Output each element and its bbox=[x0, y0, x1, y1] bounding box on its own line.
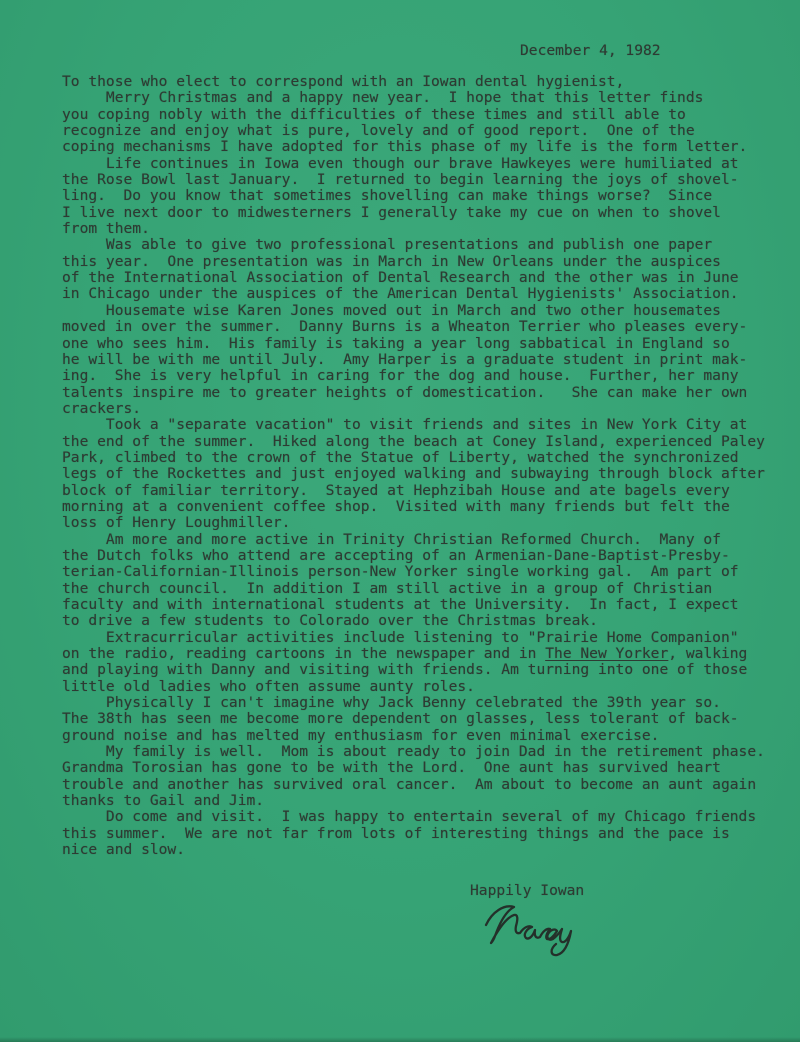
letter-line: block of familiar territory. Stayed at Hephzibah House and ate bagels every bbox=[62, 481, 730, 499]
letter-line: ling. Do you know that sometimes shovelling can make things worse? Since bbox=[62, 187, 713, 205]
letter-line: from them. bbox=[62, 220, 150, 238]
letter-line: morning at a convenient coffee shop. Visited with many friends but felt the bbox=[62, 497, 730, 515]
letter-line: the church council. In addition I am still active in a group of Christian bbox=[62, 579, 713, 597]
letter-line: to drive a few students to Colorado over the Christmas break. bbox=[62, 612, 598, 630]
letter-line: faculty and with international students at the University. In fact, I expect bbox=[62, 596, 739, 613]
letter-line: Do come and visit. I was happy to entertain several of my Chicago friends bbox=[62, 808, 757, 826]
letter-line: talents inspire me to greater heights of domestication. She can make her own bbox=[62, 383, 748, 401]
letter-line: terian-Californian-Illinois person-New Yorker single working gal. Am part of bbox=[62, 563, 739, 581]
letter-line: Merry Christmas and a happy new year. I hope that this letter finds bbox=[62, 89, 704, 107]
letter-line: Took a "separate vacation" to visit friends and sites in New York City at bbox=[62, 416, 748, 434]
letter-line: this summer. We are not far from lots of interesting things and the pace is bbox=[62, 824, 730, 842]
letter-line: Am more and more active in Trinity Christian Reformed Church. Many of bbox=[62, 530, 721, 548]
letter-line: Physically I can't imagine why Jack Benny celebrated the 39th year so. bbox=[62, 694, 721, 712]
letter-line: he will be with me until July. Amy Harper is a graduate student in print mak- bbox=[62, 350, 748, 368]
letter-line: one who sees him. His family is taking a year long sabbatical in England so bbox=[62, 334, 730, 352]
letter-line: moved in over the summer. Danny Burns is a Wheaton Terrier who pleases every- bbox=[62, 318, 748, 336]
letter-line: the Rose Bowl last January. I returned to begin learning the joys of shovel- bbox=[62, 171, 739, 189]
letter-line: Was able to give two professional presentations and publish one paper bbox=[62, 236, 713, 254]
letter-line: coping mechanisms I have adopted for this phase of my life is the form letter. bbox=[62, 138, 748, 156]
letter-line: legs of the Rockettes and just enjoyed walking and subwaying through block after bbox=[62, 465, 765, 483]
letter-line: To those who elect to correspond with an Iowan dental hygienist, bbox=[62, 73, 625, 90]
signature bbox=[480, 898, 600, 958]
letter-line: and playing with Danny and visiting with friends. Am turning into one of those bbox=[62, 661, 748, 679]
letter-line: loss of Henry Loughmiller. bbox=[62, 514, 291, 532]
letter-line: ground noise and has melted my enthusiasm for even minimal exercise. bbox=[62, 726, 660, 744]
letter-line: Park, climbed to the crown of the Statue of Liberty, watched the synchronized bbox=[62, 448, 739, 466]
letter-line: in Chicago under the auspices of the American Dental Hygienists' Association. bbox=[62, 285, 739, 303]
letter-line: Grandma Torosian has gone to be with the Lord. One aunt has survived heart bbox=[62, 759, 721, 777]
letter-line: Extracurricular activities include listening to "Prairie Home Companion" bbox=[62, 628, 739, 646]
letter-date: December 4, 1982 bbox=[520, 42, 661, 59]
letter-line: ing. She is very helpful in caring for the dog and house. Further, her many bbox=[62, 367, 739, 385]
letter-line: My family is well. Mom is about ready to join Dad in the retirement phase. bbox=[62, 743, 765, 761]
letter-line: this year. One presentation was in March in New Orleans under the auspices bbox=[62, 252, 721, 270]
letter-line: thanks to Gail and Jim. bbox=[62, 792, 265, 810]
letter-line: Housemate wise Karen Jones moved out in March and two other housemates bbox=[62, 301, 721, 319]
letter-line: trouble and another has survived oral cancer. Am about to become an aunt again bbox=[62, 775, 757, 793]
letter-line: you coping nobly with the difficulties of these times and still able to bbox=[62, 105, 686, 123]
letter-body bbox=[62, 74, 772, 859]
letter-line: recognize and enjoy what is pure, lovely and of good report. One of the bbox=[62, 122, 695, 140]
letter-line: Life continues in Iowa even though our brave Hawkeyes were humiliated at bbox=[62, 154, 739, 172]
letter-closing: Happily Iowan bbox=[470, 882, 585, 899]
letter-line: on the radio, reading cartoons in the newspaper and in The New Yorker, walking bbox=[62, 645, 748, 663]
letter-line: of the International Association of Dental Research and the other was in June bbox=[62, 269, 739, 287]
letter-line: the end of the summer. Hiked along the beach at Coney Island, experienced Paley bbox=[62, 432, 765, 450]
letter-line: crackers. bbox=[62, 399, 142, 417]
letter-line: The 38th has seen me become more dependent on glasses, less tolerant of back- bbox=[62, 710, 739, 728]
letter-line: the Dutch folks who attend are accepting of an Armenian-Dane-Baptist-Presby- bbox=[62, 546, 730, 564]
letter-line: little old ladies who often assume aunty roles. bbox=[62, 677, 475, 695]
letter-line: nice and slow. bbox=[62, 841, 186, 859]
nancy-signature-icon bbox=[480, 898, 600, 958]
letter-line: I live next door to midwesterners I generally take my cue on when to shovel bbox=[62, 203, 721, 221]
